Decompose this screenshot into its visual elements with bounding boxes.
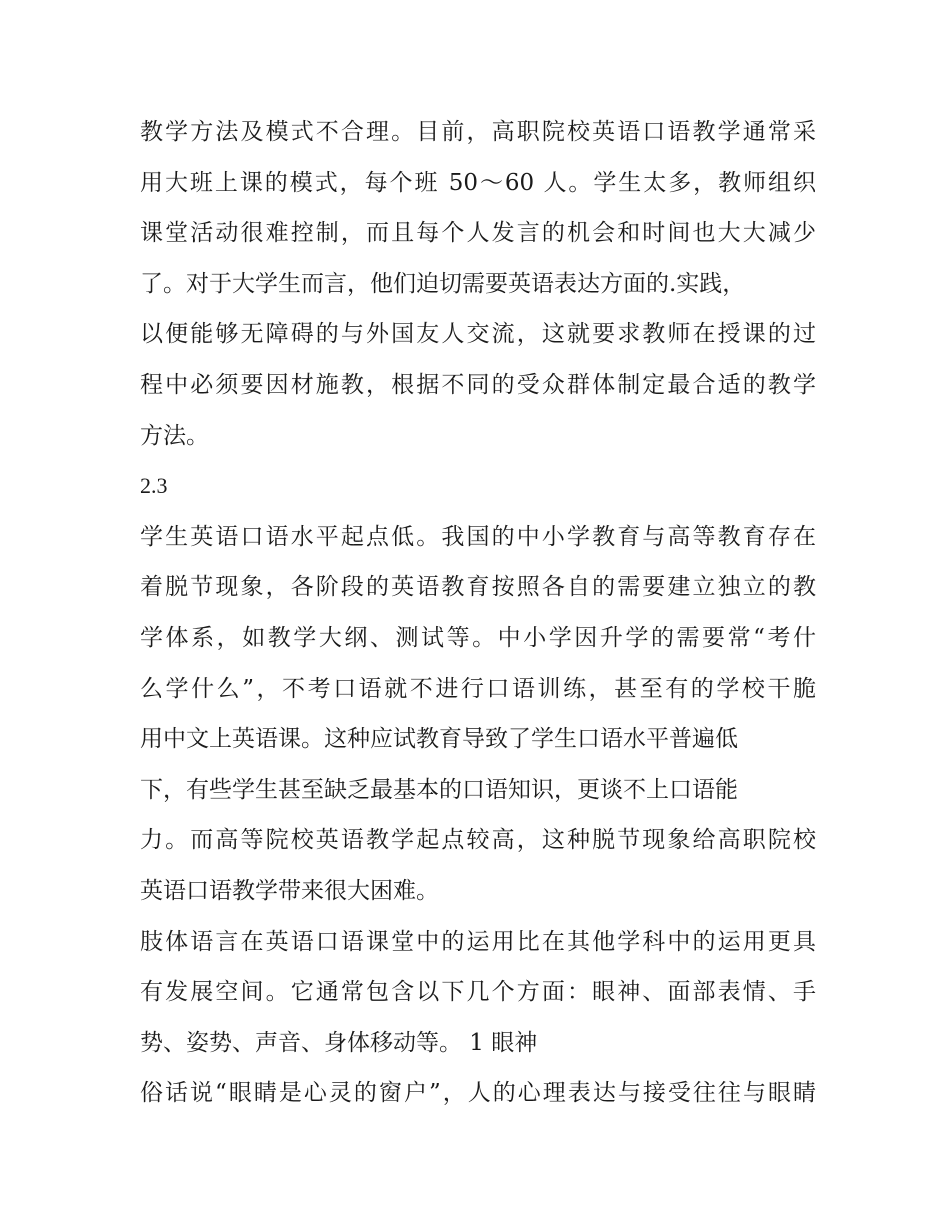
paragraph-body-language	[140, 917, 816, 1069]
paragraph-oral-english-level	[140, 512, 816, 917]
text-line: 势、姿势、声音、身体移动等。 1 眼神	[140, 1029, 538, 1056]
text-line: 英语口语教学带来很大困难。	[140, 877, 439, 904]
text-line: 程中必须要因材施教，根据不同的受众群体制定最合适的教学	[140, 371, 816, 398]
text-line: 用中文上英语课。这种应试教育导致了学生口语水平普遍低	[140, 726, 738, 753]
paragraph-eye-contact	[140, 1068, 816, 1119]
text-line: 学生英语口语水平起点低。我国的中小学教育与高等教育存在	[140, 523, 816, 550]
text-line: 有发展空间。它通常包含以下几个方面：眼神、面部表情、手	[140, 979, 816, 1006]
text-line: 力。而高等院校英语教学起点较高，这种脱节现象给高职院校	[140, 827, 816, 854]
text-line: 以便能够无障碍的与外国友人交流，这就要求教师在授课的过	[140, 321, 816, 348]
text-line: 肢体语言在英语口语课堂中的运用比在其他学科中的运用更具	[140, 928, 816, 955]
document-body	[140, 107, 816, 1119]
text-line: 着脱节现象，各阶段的英语教育按照各自的需要建立独立的教	[140, 574, 816, 601]
section-number: 2.3	[140, 473, 168, 499]
text-line: 教学方法及模式不合理。目前，高职院校英语口语教学通常采	[140, 119, 816, 145]
text-line: 课堂活动很难控制，而且每个人发言的机会和时间也大大减少	[140, 220, 816, 247]
paragraph-teaching-methods	[140, 107, 816, 461]
text-line: 下，有些学生甚至缺乏最基本的口语知识，更谈不上口语能	[140, 776, 738, 803]
text-line: 学体系，如教学大纲、测试等。中小学因升学的需要常“考什	[140, 624, 816, 651]
text-line: 用大班上课的模式，每个班 50～60 人。学生太多，教师组织	[140, 169, 816, 196]
text-line: 了。对于大学生而言，他们迫切需要英语表达方面的.实践，	[140, 270, 746, 297]
text-line: 么学什么”，不考口语就不进行口语训练，甚至有的学校干脆	[140, 675, 816, 702]
text-line: 方法。	[140, 422, 209, 449]
text-line: 俗话说“眼睛是心灵的窗户”，人的心理表达与接受往往与眼睛	[140, 1080, 816, 1107]
